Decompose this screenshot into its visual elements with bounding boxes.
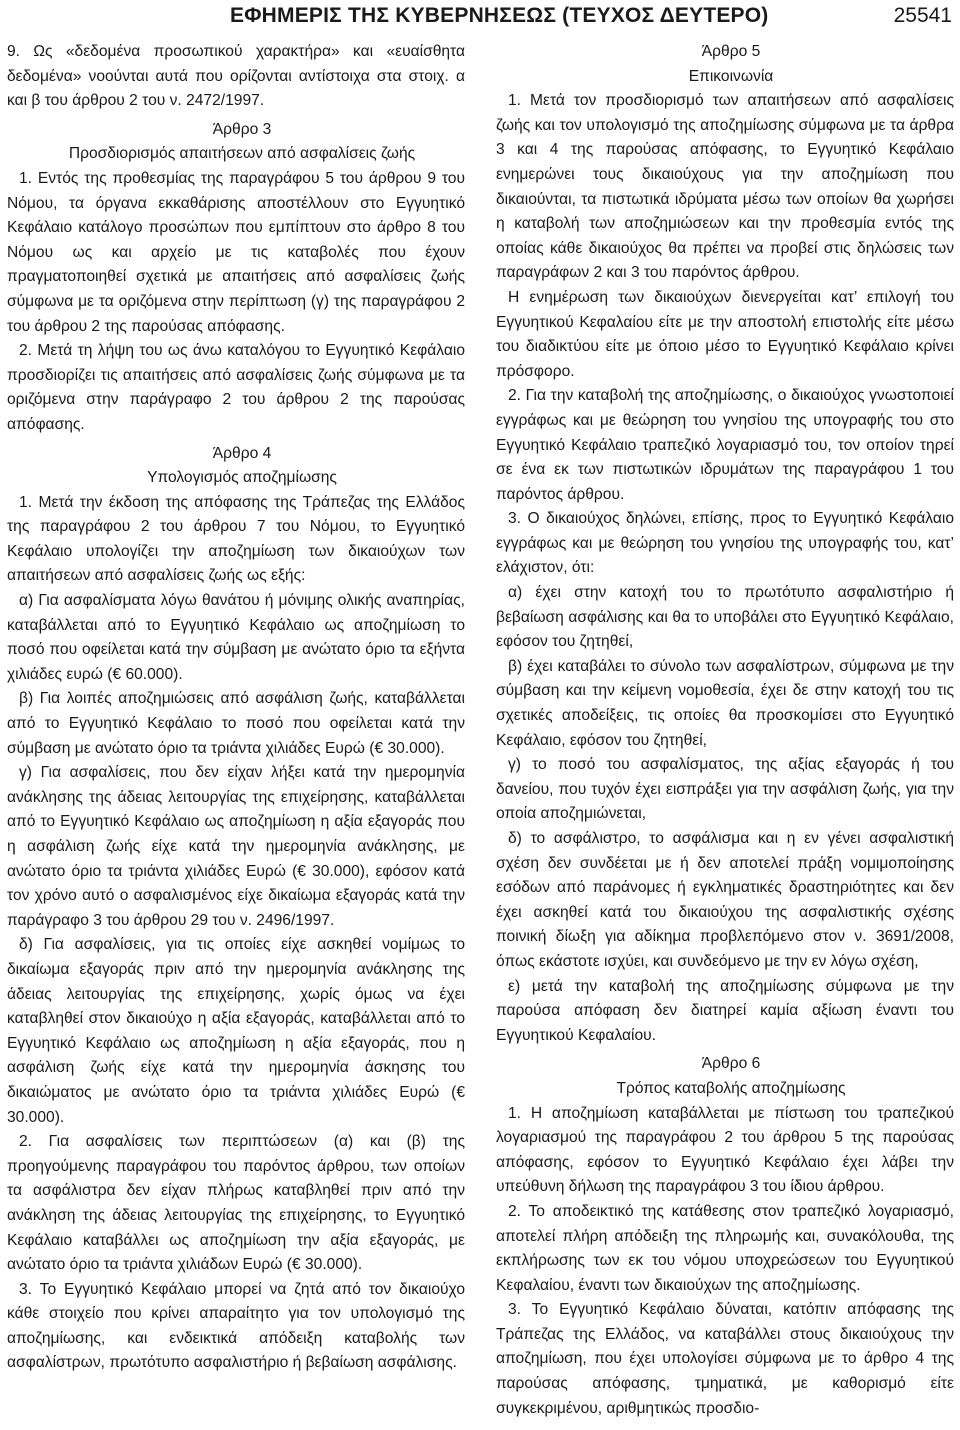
article-5-title: Επικοινωνία xyxy=(688,67,774,85)
paragraph-9: 9. Ως «δεδομένα προσωπικού χαρακτήρα» και «ευαίσθητα δεδομένα» νοούνται αυτά που ορίζονται αντίστοιχα στα στοιχ. α και β του άρθρου 2 του ν. 2472/1997. xyxy=(7,43,465,110)
article-4-item-d: δ) Για ασφαλίσεις, για τις οποίες είχε ασκηθεί νομίμως το δικαίωμα εξαγοράς πριν από την ημερομηνία ανάκλησης της άδειας λειτουργίας της επιχείρησης, χωρίς όμως να έχει καταβληθεί στον δικαιούχο η αξία εξαγοράς, καταβάλλεται από το Εγγυητικό Κεφάλαιο ως αποζημίωση η αξία εξαγοράς, που η ασφάλιση ζωής είχε κατά την ημερομηνία άσκησης του δικαιώματος με ανώτατο όριο τα τριάντα χιλιάδες Ευρώ (€ 30.000). xyxy=(7,936,465,1126)
article-4-number: Άρθρο 4 xyxy=(212,444,272,462)
article-4-paragraph-2: 2. Για ασφαλίσεις των περιπτώσεων (α) και (β) της προηγούμενης παραγράφου του παρόντος άρθρου, των οποίων τα ασφάλιστρα δεν είχαν πλήρως καταβληθεί πριν από την ανάκληση της άδειας λειτουργίας της επιχείρησης, το Εγγυητικό Κεφάλαιο καταβάλλει ως αποζημίωση την αξία εξαγοράς, με ανώτατο όριο τα τριάντα χιλιάδων Ευρώ (€ 30.000). xyxy=(7,1133,465,1274)
gazette-title: ΕΦΗΜΕΡΙΣ ΤΗΣ ΚΥΒΕΡΝΗΣΕΩΣ (ΤΕΥΧΟΣ ΔΕΥΤΕΡΟ) xyxy=(230,4,769,27)
article-3-title: Προσδιορισμός απαιτήσεων από ασφαλίσεις ζωής xyxy=(68,145,416,163)
article-5-paragraph-1: 1. Μετά τον προσδιορισμό των απαιτήσεων από ασφαλίσεις ζωής και τον υπολογισμό της αποζημίωσης σύμφωνα με τα άρθρα 3 και 4 της παρούσας απόφασης, το Εγγυητικό Κεφάλαιο ενημερώνει τους δικαιούχους για την αποζημίωση που δικαιούνται, τα πιστωτικά ιδρύματα μέσω των οποίων θα χωρήσει η καταβολή των αποζημιώσεων και την προθεσμία εντός της οποίας κάθε δικαιούχος θα πρέπει να προβεί στις δηλώσεις των παραγράφων 2 και 3 του παρόντος άρθρου. xyxy=(496,92,954,282)
page-number: 25541 xyxy=(893,4,952,27)
article-4-item-a: α) Για ασφαλίσματα λόγω θανάτου ή μόνιμης ολικής αναπηρίας, καταβάλλεται από το Εγγυητικό Κεφάλαιο ως αποζημίωση το ποσό που οφείλεται κατά την σύμβαση με ανώτατο όριο τα εξήντα χιλιάδες ευρώ (€ 60.000). xyxy=(7,592,465,683)
article-4-paragraph-1: 1. Μετά την έκδοση της απόφασης της Τράπεζας της Ελλάδος της παραγράφου 2 του άρθρου 7 του Νόμου, το Εγγυητικό Κεφάλαιο υπολογίζει την αποζημίωση των δικαιούχων των απαιτήσεων από ασφαλίσεις ζωής ως εξής: xyxy=(7,493,465,585)
article-6-paragraph-1: 1. Η αποζημίωση καταβάλλεται με πίστωση του τραπεζικού λογαριασμού της παραγράφου 2 του άρθρου 5 της παρούσας απόφασης, εφόσον το Εγγυητικό Κεφάλαιο έχει λάβει την υπεύθυνη δήλωση της παραγράφου 3 του ίδιου άρθρου. xyxy=(496,1104,954,1196)
article-4-paragraph-3: 3. Το Εγγυητικό Κεφάλαιο μπορεί να ζητά από τον δικαιούχο κάθε στοιχείο που κρίνει απαραίτητο για τον υπολογισμό της αποζημίωσης, και ενδεικτικά απόδειξη καταβολής των ασφαλίστρων, πρωτότυπο ασφαλιστήριο ή βεβαίωση ασφάλισης. xyxy=(7,1280,465,1372)
article-3-paragraph-1: 1. Εντός της προθεσμίας της παραγράφου 5 του άρθρου 9 του Νόμου, τα όργανα εκκαθάρισης αποστέλλουν στο Εγγυητικό Κεφάλαιο κατάλογο προσώπων που εμπίπτουν στο άρθρο 8 του Νόμου ως και αρχείο με τις καταβολές που έχουν πραγματοποιηθεί σχετικά με απαιτήσεις από ασφαλίσεις ζωής σύμφωνα με τα οριζόμενα στην περίπτωση (γ) της παραγράφου 2 του άρθρου 2 της παρούσας απόφασης. xyxy=(7,169,465,335)
article-5-number: Άρθρο 5 xyxy=(701,43,761,60)
left-column xyxy=(7,40,465,1376)
article-4-item-b: β) Για λοιπές αποζημιώσεις από ασφάλιση ζωής, καταβάλλεται από το Εγγυητικό Κεφάλαιο το ποσό που οφείλεται κατά την σύμβαση με ανώτατο όριο τα τριάντα χιλιάδες Ευρώ (€ 30.000). xyxy=(7,690,465,757)
article-5-item-a: α) έχει στην κατοχή του το πρωτότυπο ασφαλιστήριο ή βεβαίωση ασφάλισης και θα το υποβάλει στο Εγγυητικό Κεφάλαιο, εφόσον του ζητηθεί, xyxy=(496,584,954,651)
article-3-number: Άρθρο 3 xyxy=(212,120,272,138)
page-header xyxy=(0,0,960,40)
article-4-title: Υπολογισμός αποζημίωσης xyxy=(147,469,337,487)
article-5-item-e: ε) μετά την καταβολή της αποζημίωσης σύμφωνα με την παρούσα απόφαση δεν διατηρεί καμία αξίωση έναντι του Εγγυητικού Κεφαλαίου. xyxy=(496,977,954,1044)
article-6-paragraph-3: 3. Το Εγγυητικό Κεφάλαιο δύναται, κατόπιν απόφασης της Τράπεζας της Ελλάδος, να καταβάλλει στους δικαιούχους την αποζημίωση, που έχει υπολογίσει σύμφωνα με το άρθρο 4 της παρούσας απόφασης, τμηματικά, με καθορισμό είτε συγκεκριμένου, αριθμητικώς προσδιο- xyxy=(496,1301,954,1417)
right-column xyxy=(496,40,954,1421)
article-3-paragraph-2: 2. Μετά τη λήψη του ως άνω καταλόγου το Εγγυητικό Κεφάλαιο προσδιορίζει τις απαιτήσεις από ασφαλίσεις ζωής σύμφωνα με τα οριζόμενα στην παράγραφο 2 του άρθρου 2 της παρούσας απόφασης. xyxy=(7,342,465,433)
article-5-item-c: γ) το ποσό του ασφαλίσματος, της αξίας εξαγοράς ή του δανείου, που τυχόν έχει εισπράξει για την ασφάλιση ζωής, για την οποία αποζημιώνεται, xyxy=(496,756,954,823)
article-5-paragraph-3: 3. Ο δικαιούχος δηλώνει, επίσης, προς το Εγγυητικό Κεφάλαιο εγγράφως και με θεώρηση του γνησίου της υπογραφής του, κατ’ ελάχιστον, ότι: xyxy=(496,510,954,577)
article-5-item-d: δ) το ασφάλιστρο, το ασφάλισμα και η εν γένει ασφαλιστική σχέση δεν συνδέεται με ή δεν αποτελεί πράξη νομιμοποίησης εσόδων από παράνομες ή εγκληματικές δραστηριότητες και δεν έχει ασκηθεί κατά του δικαιούχου της ασφαλιστικής σχέσης ποινική δίωξη για αδίκημα προβλεπόμενο στον ν. 3691/2008, όπως εκάστοτε ισχύει, και συνδεόμενο με την εν λόγω σχέση, xyxy=(496,830,954,970)
article-5-paragraph-2: 2. Για την καταβολή της αποζημίωσης, ο δικαιούχος γνωστοποιεί εγγράφως και με θεώρηση του γνησίου της υπογραφής του στο Εγγυητικό Κεφάλαιο τραπεζικό λογαριασμό του, τον οποίον τηρεί σε ένα εκ των πιστωτικών ιδρυμάτων της παραγράφου 1 του παρόντος άρθρου. xyxy=(496,387,954,503)
article-6-number: Άρθρο 6 xyxy=(701,1055,761,1073)
article-6-title: Τρόπος καταβολής αποζημίωσης xyxy=(616,1079,846,1097)
article-5-paragraph-1b: Η ενημέρωση των δικαιούχων διενεργείται κατ’ επιλογή του Εγγυητικού Κεφαλαίου είτε με την αποστολή επιστολής είτε μέσω του διαδικτύου είτε με όποιο μέσο το Εγγυητικό Κεφάλαιο κρίνει πρόσφορο. xyxy=(496,288,954,380)
article-5-item-b: β) έχει καταβάλει το σύνολο των ασφαλίστρων, σύμφωνα με την σύμβαση και την κείμενη νομοθεσία, έχει δε στην κατοχή του τις σχετικές αποδείξεις, τις οποίες θα προσκομίσει στο Εγγυητικό Κεφάλαιο, εφόσον του ζητηθεί, xyxy=(496,657,954,749)
article-4-item-c: γ) Για ασφαλίσεις, που δεν είχαν λήξει κατά την ημερομηνία ανάκλησης της άδειας λειτουργίας της επιχείρησης, καταβάλλεται από το Εγγυητικό Κεφάλαιο ως αποζημίωση η αξία εξαγοράς που η ασφάλιση ζωής είχε κατά την ημερομηνία ανάκλησης, με ανώτατο όριο τα τριάντα χιλιάδες Ευρώ (€ 30.000), εφόσον κατά τον χρόνο αυτό ο ασφαλισμένος είχε δικαίωμα εξαγοράς κατά την παράγραφο 3 του άρθρου 29 του ν. 2496/1997. xyxy=(7,764,465,929)
article-6-paragraph-2: 2. Το αποδεικτικό της κατάθεσης στον τραπεζικό λογαριασμό, αποτελεί πλήρη απόδειξη της πληρωμής και, συνακόλουθα, της εκπλήρωσης των εκ του νόμου υποχρεώσεων του Εγγυητικού Κεφαλαίου, έναντι των δικαιούχων της αποζημίωσης. xyxy=(496,1202,954,1294)
